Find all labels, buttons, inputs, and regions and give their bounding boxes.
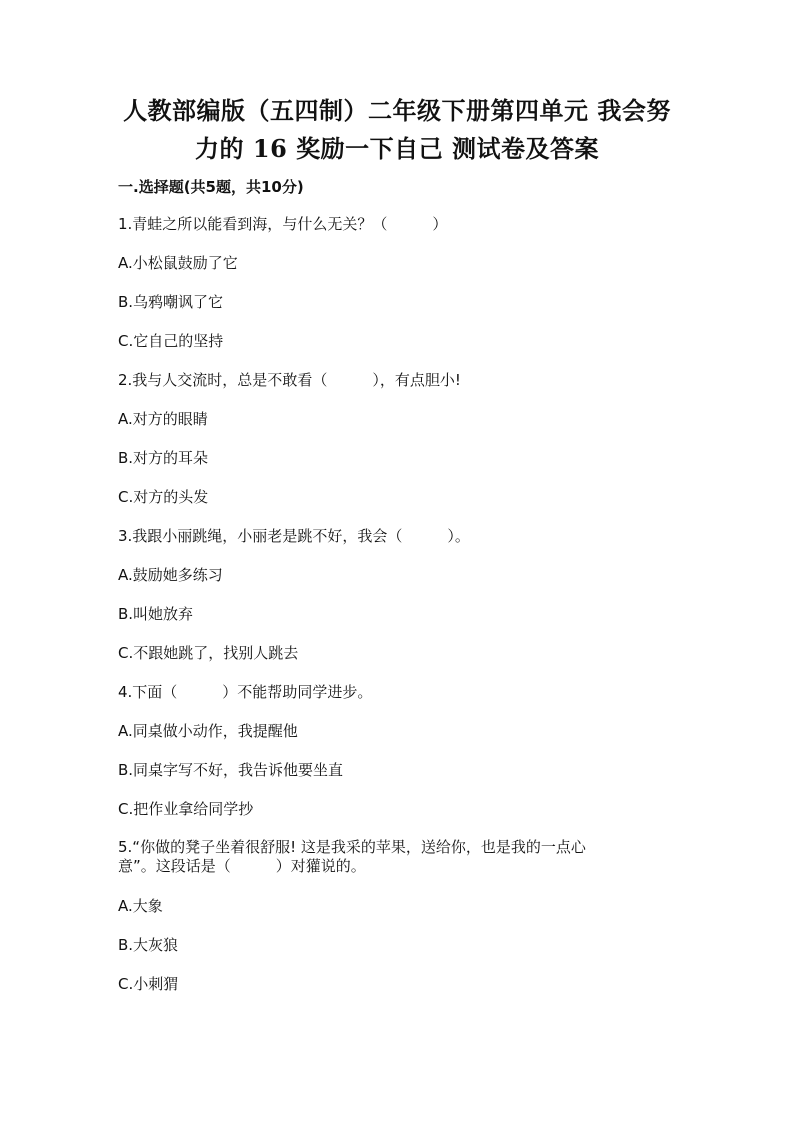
question-1-option-a: A.小松鼠鼓励了它: [118, 254, 238, 272]
question-5-option-a: A.大象: [118, 897, 163, 915]
section-heading: 一.选择题(共5题，共10分): [118, 178, 304, 196]
question-4-stem: 4.下面（ ）不能帮助同学进步。: [118, 683, 373, 701]
question-2-stem: 2.我与人交流时，总是不敢看（ ），有点胆小!: [118, 371, 461, 389]
question-3-option-b: B.叫她放弃: [118, 605, 194, 623]
document-title: [110, 92, 684, 168]
question-2-option-c: C.对方的头发: [118, 488, 209, 506]
question-1-option-b: B.乌鸦嘲讽了它: [118, 293, 224, 311]
title-line-2: 力的 16 奖励一下自己 测试卷及答案: [195, 134, 599, 163]
question-list: [118, 214, 678, 1013]
question-4-option-c: C.把作业拿给同学抄: [118, 800, 254, 818]
question-3-option-a: A.鼓励她多练习: [118, 566, 223, 584]
question-5-stem-line-2: 意”。这段话是（ ）对獾说的。: [118, 857, 366, 875]
question-1-option-c: C.它自己的坚持: [118, 332, 224, 350]
question-2-option-b: B.对方的耳朵: [118, 449, 209, 467]
question-3-option-c: C.不跟她跳了，找别人跳去: [118, 644, 299, 662]
question-5-option-b: B.大灰狼: [118, 936, 179, 954]
title-line-1: 人教部编版（五四制）二年级下册第四单元 我会努: [123, 96, 671, 125]
question-5-option-c: C.小刺猬: [118, 975, 179, 993]
question-4-option-b: B.同桌字写不好，我告诉他要坐直: [118, 761, 344, 779]
question-2-option-a: A.对方的眼睛: [118, 410, 208, 428]
question-4-option-a: A.同桌做小动作，我提醒他: [118, 722, 298, 740]
question-5-stem: [118, 838, 678, 876]
question-3-stem: 3.我跟小丽跳绳，小丽老是跳不好，我会（ ）。: [118, 527, 470, 545]
question-5-stem-line-1: 5.“你做的凳子坐着很舒服! 这是我采的苹果，送给你，也是我的一点心: [118, 838, 586, 856]
question-1-stem: 1.青蛙之所以能看到海，与什么无关？（ ）: [118, 215, 448, 233]
